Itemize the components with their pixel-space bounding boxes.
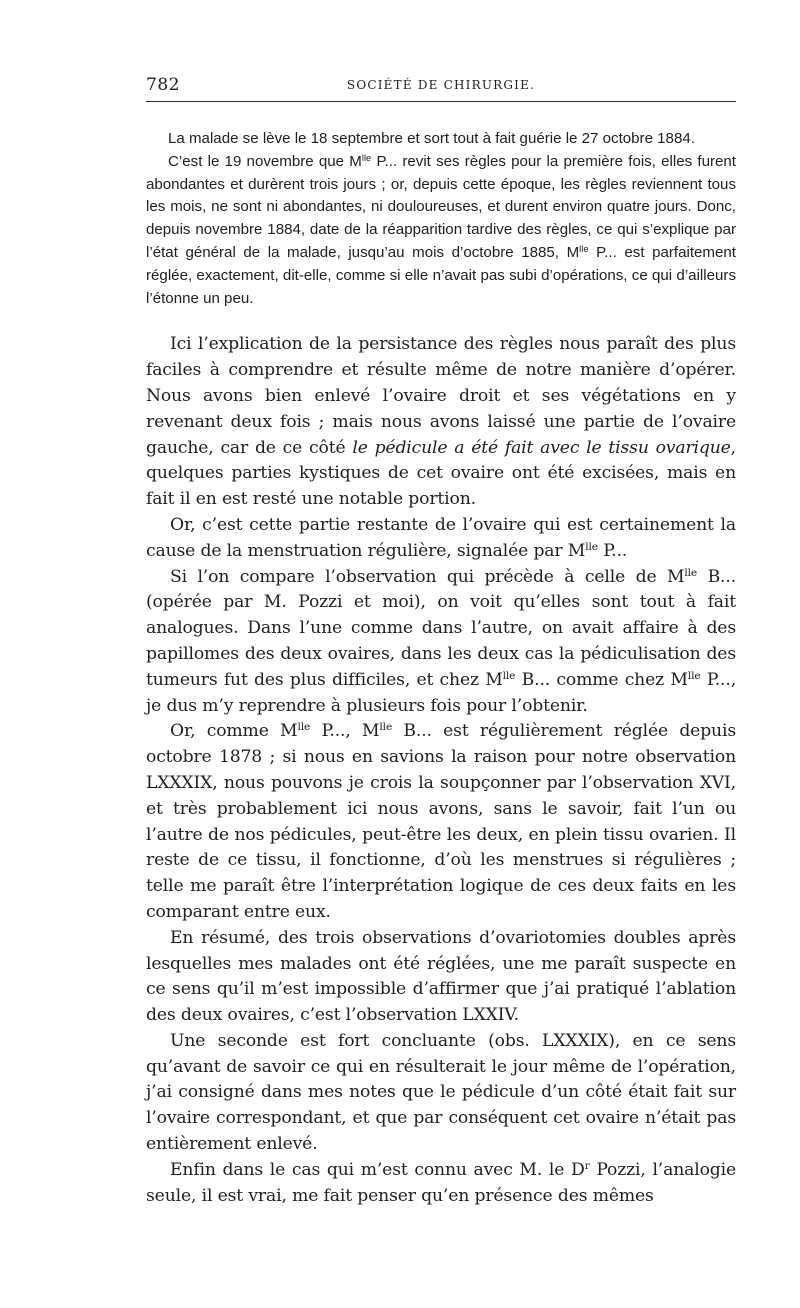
page-number: 782	[146, 75, 180, 95]
discussion-paragraph: Or, comme $M^{lle}$ P..., $M^{lle}$ B... est régulièrement réglée depuis octobre 1878 ; si nous en savions la raison pour notre observation LXXXIX, nous pouvons je crois la soupçonner par l’observation XVI, et très probablement ici nous avons, sans le savoir, fait l’un ou l’autre de nos pédicules, peut-être les deux, en plein tissu ovarien. Il reste de ce tissu, il fonctionne, d’où les menstrues si régulières ; telle me paraît être l’interprétation logique de ces deux faits en les comparant entre eux.	[146, 720, 736, 922]
book-page	[146, 75, 736, 1209]
discussion-paragraph: Si l’on compare l’observation qui précède à celle de $M^{lle}$ B... (opérée par M. Pozzi et moi), on voit qu’elles sont tout à fait analogues. Dans l’une comme dans l’autre, on avait affaire à des papillomes des deux ovaires, dans les deux cas la pédiculisation des tumeurs fut des plus difficiles, et chez $M^{lle}$ B... comme chez $M^{lle}$ P..., je dus m’y reprendre à plusieurs fois pour l’obtenir.	[146, 565, 737, 716]
running-title: SOCIÉTÉ DE CHIRURGIE.	[346, 78, 536, 92]
discussion-paragraph: Or, c’est cette partie restante de l’ovaire qui est certainement la cause de la menstruation régulière, signalée par $M^{lle}$ P...	[146, 514, 736, 561]
discussion-paragraph: En résumé, des trois observations d’ovariotomies doubles après lesquelles mes malades ont été réglées, une me paraît suspecte en ce sens qu’il m’est impossible d’affirmer que j’ai pratiqué l’ablation des deux ovaires, c’est l’observation LXXIV.	[146, 927, 736, 1026]
case-paragraph: La malade se lève le 18 septembre et sort tout à fait guérie le 27 octobre 1884.	[168, 130, 695, 147]
header-rule	[146, 101, 736, 102]
discussion-paragraph: Une seconde est fort concluante (obs. LXXXIX), en ce sens qu’avant de savoir ce qui en résulterait le jour même de l’opération, j’ai consigné dans mes notes que le pédicule d’un côté était fait sur l’ovaire correspondant, et que par conséquent cet ovaire n’était pas entièrement enlevé.	[146, 1030, 736, 1155]
case-paragraph: C’est le 19 novembre que $M^{lle}$ P... revit ses règles pour la première fois, elles furent abondantes et durèrent trois jours ; or, depuis cette époque, les règles reviennent tous les mois, ne sont ni abondantes, ni douloureuses, et durent environ quatre jours. Donc, depuis novembre 1884, date de la réapparition tardive des règles, ce qui s’explique par l’état général de la malade, jusqu’au mois d’octobre 1885, $M^{lle}$ P... est parfaitement réglée, exactement, dit-elle, comme si elle n’avait pas subi d’opérations, ce qui d’ailleurs l’étonne un peu.	[146, 152, 736, 307]
discussion-section	[146, 332, 736, 1209]
running-head	[146, 75, 736, 101]
case-report-section	[146, 128, 736, 310]
discussion-paragraph: Enfin dans le cas qui m’est connu avec M. le $D^r$ Pozzi, l’analogie seule, il est vrai, me fait penser qu’en présence des mêmes	[146, 1159, 736, 1206]
discussion-paragraph: Ici l’explication de la persistance des règles nous paraît des plus faciles à comprendre et résulte même de notre manière d’opérer. Nous avons bien enlevé l’ovaire droit et ses végétations en y revenant deux fois ; mais nous avons laissé une partie de l’ovaire gauche, car de ce côté le pédicule a été fait avec le tissu ovarique, quelques parties kystiques de cet ovaire ont été excisées, mais en fait il en est resté une notable portion.	[146, 334, 736, 510]
